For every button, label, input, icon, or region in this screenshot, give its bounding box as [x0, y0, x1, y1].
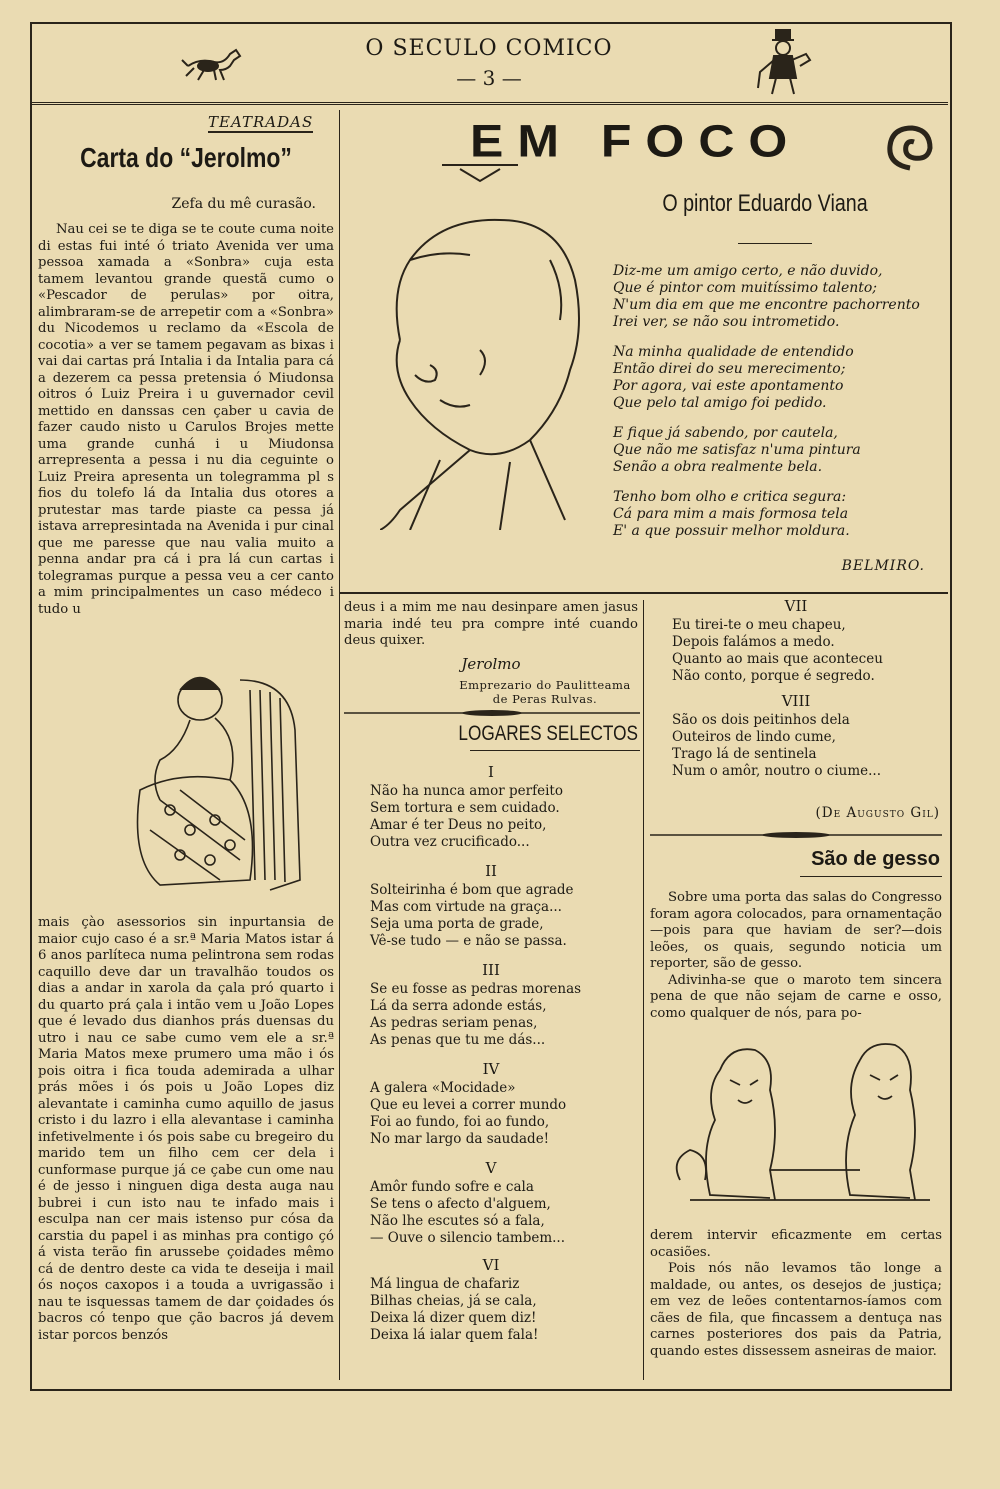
poem-line: E' a que possuir melhor moldura. — [613, 523, 850, 539]
poem-line: Irei ver, se não sou intrometido. — [613, 314, 840, 330]
em-foco-subtitle: O pintor Eduardo Viana — [662, 190, 868, 217]
poem-line: Não ha nunca amor perfeito — [370, 783, 563, 799]
em-foco-bottom-rule — [339, 592, 948, 594]
teatradas-kicker: TEATRADAS — [208, 113, 314, 131]
poem-line: Se eu fosse as pedras morenas — [370, 981, 582, 997]
poem-line: Deixa lá dizer quem diz! — [370, 1310, 537, 1326]
page-header — [30, 22, 948, 105]
banner-flourish-icon — [440, 155, 520, 185]
column-rule-left — [339, 110, 340, 1380]
poem-line: Outra vez crucificado... — [370, 834, 530, 850]
section-number: III — [482, 961, 500, 979]
letter-body-top — [38, 222, 334, 618]
gesso-paragraph: Pois nós não levamos tão longe a maldade, ou antes, os desejos de justiça; em vez de leões contentarnos-íamos com cães de fila, que fincassem a dentuça nas carnes posteriores dos pais da Patria, quando estes dissessem asneiras de maior. — [650, 1261, 942, 1359]
poem-line: Que não me satisfaz n'uma pintura — [613, 442, 861, 458]
poem-line: Trago lá de sentinela — [672, 746, 817, 762]
poem-line: — Ouve o silencio tambem... — [370, 1230, 566, 1246]
swirl-ornament-icon — [882, 120, 938, 176]
poem-line: Má lingua de chafariz — [370, 1276, 520, 1292]
em-foco-banner: EM FOCO — [470, 115, 802, 167]
article-title: Carta do “Jerolmo” — [80, 142, 292, 173]
poem-line: Quanto ao mais que aconteceu — [672, 651, 883, 667]
logares-continued — [650, 598, 942, 780]
poem-line: Que eu levei a correr mundo — [370, 1097, 567, 1113]
poem-line: Cá para mim a mais formosa tela — [613, 506, 849, 522]
poem-line: E fique já sabendo, por cautela, — [613, 425, 838, 441]
letter-paragraph: deus i a mim me nau desinpare amen jasus maria indé teu pra compre inté cuando deus quixer. — [344, 600, 638, 648]
poem-credit: (De Augusto Gil) — [815, 805, 940, 821]
poem-line: Na minha qualidade de entendido — [613, 344, 854, 360]
poem-line: As penas que tu me dás... — [370, 1032, 546, 1048]
poem-line: Não lhe escutes só a fala, — [370, 1213, 545, 1229]
poem-line: Mas com virtude na graça... — [370, 899, 562, 915]
poem-line: N'um dia em que me encontre pachorrento — [613, 297, 920, 313]
painter-portrait-illustration — [380, 200, 620, 530]
letter-continuation — [344, 600, 638, 650]
poem-line: Foi ao fundo, foi ao fundo, — [370, 1114, 550, 1130]
plaster-lions-illustration — [660, 1030, 940, 1210]
woman-in-armchair-illustration — [120, 660, 310, 900]
poem-line: No mar largo da saudade! — [370, 1131, 550, 1147]
poem-line: Amar é ter Deus no peito, — [370, 817, 547, 833]
section-number: II — [485, 862, 497, 880]
section-number: I — [488, 763, 494, 781]
poem-line: Eu tirei-te o meu chapeu, — [672, 617, 846, 633]
poem-line: Num o amôr, noutro o ciume... — [672, 763, 882, 779]
section-number: IV — [482, 1060, 500, 1078]
poem-line: A galera «Mocidade» — [370, 1080, 516, 1096]
poem-line: Tenho bom olho e critica segura: — [613, 489, 847, 505]
section-number: VII — [784, 597, 808, 615]
poem-line: Bilhas cheias, já se cala, — [370, 1293, 537, 1309]
logares-title-rule — [470, 750, 640, 751]
em-foco-poem — [613, 263, 920, 540]
divider-ornament — [344, 708, 640, 718]
poem-line: São os dois peitinhos dela — [672, 712, 850, 728]
poem-line: Seja uma porta de grade, — [370, 916, 544, 932]
salutation: Zefa du mê curasão. — [171, 196, 316, 212]
poem-line: Então direi do seu merecimento; — [613, 361, 846, 377]
em-foco-author: BELMIRO. — [841, 558, 925, 574]
letter-paragraph: mais çào asessorios sin inpurtansia de maior cujo caso é a sr.ª Maria Matos istar á 6 anos parlíteca numa pelintrona sem rodas caquillo deve dar un travalhão toudos os dias a andar in xarola da çala pró quarto i du quarto prá çala i intão vem u João Lopes que é levado dus dianhos prás duensas du utro i nau ce sabe cumo vem ele a sr.ª Maria Matos mexe prumero uma mão i ós pois oitra i fica touda ademirada a ulhar prás mões i ós pois u João Lopes diz alevantate i caminha cumo aquillo de jasus cristo i du lazro i ella alevantase i caminha infetivelmente i ós pois sabe cu bregeiro du marido tem un filho cem cer dela i cunformase purque já ce çabe cun ome nau é de jesso i ninguen diga desta auga nau bubrei i cun isto nau te infado mais i esculpa nan cer mais istenso pur cósa da carstia du papel i as minhas pra contigo çó á vista terão fin arussebe çoidades mêmo cá de dentro deste ca vida te deseija i mail ós noços caxopos i a touda a uvrigassão i nau te isquessas tamem de dar çoidades ós bacros có tenpo que ção bacros já devem istar porcos benzós — [38, 915, 334, 1343]
section-number: V — [485, 1159, 497, 1177]
poem-line: Solteirinha é bom que agrade — [370, 882, 574, 898]
logares-poems — [344, 756, 638, 1344]
poem-line: Senão a obra realmente bela. — [613, 459, 823, 475]
poem-line: Que é pintor com muitíssimo talento; — [613, 280, 878, 296]
column-rule-middle — [643, 600, 644, 1380]
poem-line: As pedras seriam penas, — [370, 1015, 538, 1031]
page-number: — 3 — — [456, 66, 522, 90]
gesso-body-top — [650, 890, 942, 1022]
gesso-title: São de gesso — [811, 848, 940, 870]
gesso-paragraph: derem intervir eficazmente em certas ocasiões. — [650, 1228, 942, 1260]
section-number: VI — [482, 1256, 500, 1274]
poem-line: Por agora, vai este apontamento — [613, 378, 844, 394]
gesso-paragraph: Adivinha-se que o maroto tem sincera pena de que não sejam de carne e osso, como qualquer de nós, para po- — [650, 972, 942, 1021]
subtitle-rule — [738, 243, 812, 244]
poem-line: Amôr fundo sofre e cala — [370, 1179, 534, 1195]
poem-line: Diz-me um amigo certo, e não duvido, — [613, 263, 883, 279]
signature-title: Emprezario do Paulitteama de Peras Rulvas. — [459, 678, 631, 706]
poem-line: Deixa lá ialar quem fala! — [370, 1327, 539, 1343]
gentleman-icon — [750, 28, 820, 98]
poem-line: Lá da serra adonde estás, — [370, 998, 547, 1014]
poem-line: Vê-se tudo — e não se passa. — [370, 933, 567, 949]
masthead: O SECULO COMICO — [365, 36, 613, 61]
poem-line: Outeiros de lindo cume, — [672, 729, 836, 745]
logares-title: LOGARES SELECTOS — [458, 722, 638, 745]
divider-ornament — [650, 830, 942, 840]
letter-signature: Jerolmo — [461, 655, 521, 673]
poem-line: Se tens o afecto d'alguem, — [370, 1196, 551, 1212]
letter-paragraph: Nau cei se te diga se te coute cuma noite di estas fui inté ó triato Avenida ver uma pessoa xamada a «Sonbra» cuja esta tamem levantou grande questã cumo o «Pescador de perulas» por oitra, alimbraram-se de arrepetir com a «Sonbra» du Nicodemos u reclamo da «Escola de cocotia» a ver se tamem pegavam as bixas i vai dai cartas prá Intalia i da Intalia para cá a dezerem ca pessa pretensia ó Miudonsa oitros ó Luiz Preira i u guvernador cevil mettido en danssas cen çaber u cavia de fazer caudo nisto u Carulos Brojes mette uma grande cunhá i u Miudonsa arrepresenta a pessa i nu dia ceguinte o Luiz Preira apresenta un tolegramma pl s fios du tolefo lá da Intalia dus otores a prutestar mas tarde piaste ca pessa já istava arrepresintada na Avenida i pur cinal que me paresse que nau valia muito a penna andar pra cá i pra lá cun cartas i tolegramas purque a pessa veu a cer canto a mim principalmentes un caso médeco i tudo u — [38, 222, 334, 617]
poem-line: Que pelo tal amigo foi pedido. — [613, 395, 827, 411]
poem-line: Depois falámos a medo. — [672, 634, 835, 650]
gesso-body-bottom — [650, 1228, 942, 1360]
poem-line: Não conto, porque é segredo. — [672, 668, 875, 684]
letter-body-bottom — [38, 915, 334, 1344]
gesso-paragraph: Sobre uma porta das salas do Congresso foram agora colocados, para ornamentação—pois para que haviam de ser?—dois leões, os quais, segundo noticia um reporter, são de gesso. — [650, 890, 942, 971]
section-number: VIII — [781, 692, 811, 710]
poem-line: Sem tortura e sem cuidado. — [370, 800, 560, 816]
gesso-title-rule — [800, 876, 942, 877]
